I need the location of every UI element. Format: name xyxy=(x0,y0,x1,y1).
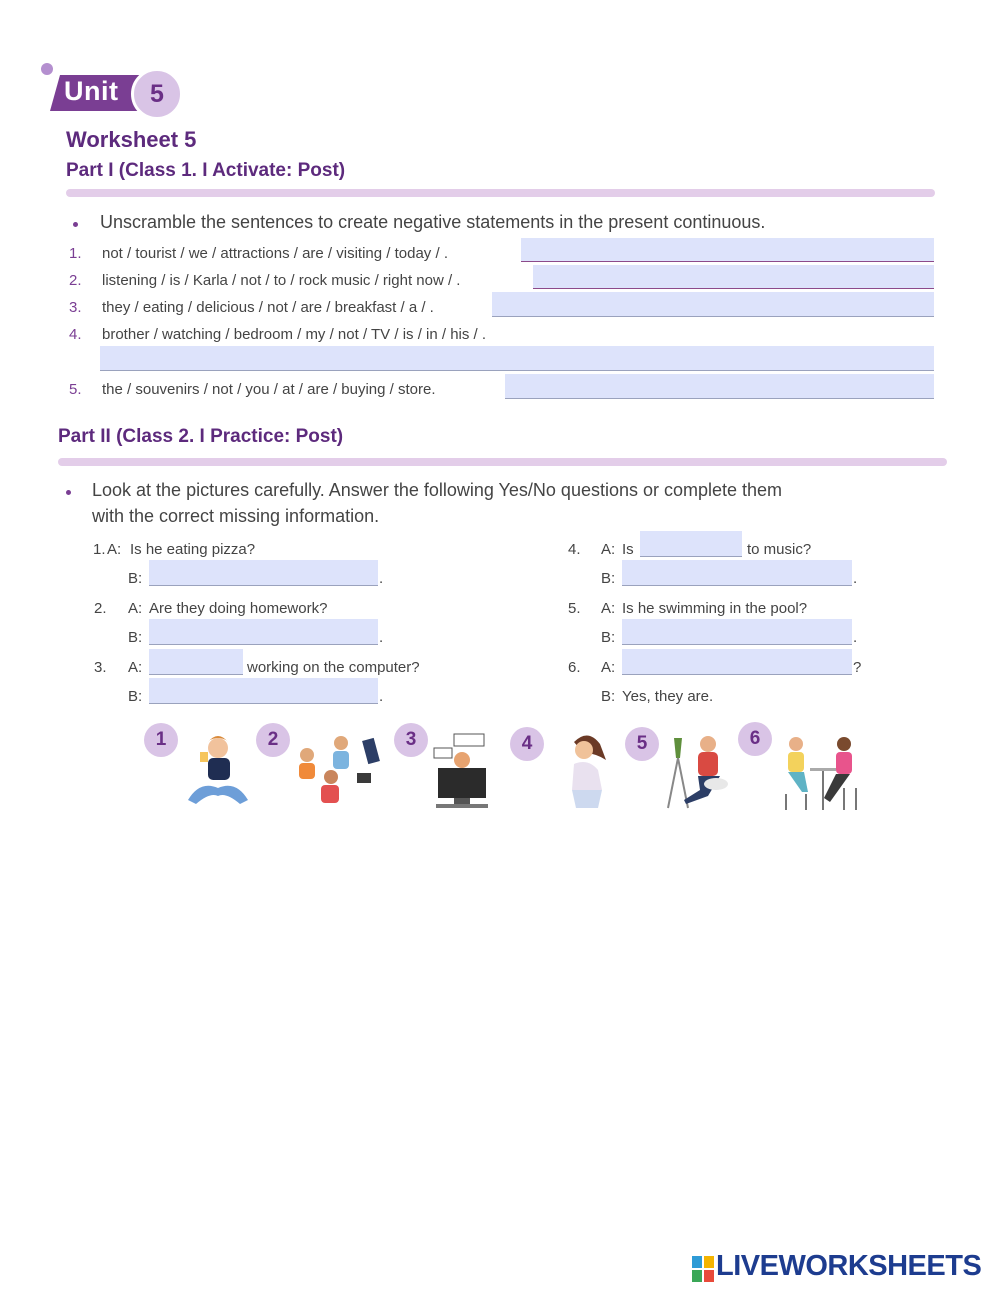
q4-question-prefix: Is xyxy=(622,541,634,558)
liveworksheets-logo-icon xyxy=(692,1256,714,1282)
q4-b-label: B: xyxy=(601,570,616,587)
q3-answer-field[interactable] xyxy=(149,678,378,704)
q1-a-label: A: xyxy=(107,541,122,558)
q5-b-label: B: xyxy=(601,629,616,646)
q3-question: working on the computer? xyxy=(247,659,420,676)
q1-answer-field[interactable] xyxy=(149,560,378,586)
part2-instruction-line2: with the correct missing information. xyxy=(92,506,380,526)
period: . xyxy=(379,688,384,705)
q6-answer: Yes, they are. xyxy=(622,688,714,705)
q1-b-label: B: xyxy=(128,570,143,587)
period: . xyxy=(379,629,384,646)
q4-a-label: A: xyxy=(601,541,616,558)
answer-field-3[interactable] xyxy=(492,292,934,317)
q3-number: 3. xyxy=(94,659,107,676)
q5-answer-field[interactable] xyxy=(622,619,852,645)
period: . xyxy=(853,629,858,646)
friends-at-cafe-illustration xyxy=(778,732,860,812)
girl-listening-to-music-illustration xyxy=(554,730,620,810)
period: . xyxy=(853,570,858,587)
item-text: listening / is / Karla / not / to / rock music / right now / . xyxy=(102,272,461,289)
part2-instruction-line1: Look at the pictures carefully. Answer the following Yes/No questions or complete them xyxy=(92,480,783,500)
q4-answer-field[interactable] xyxy=(622,560,852,586)
item-number: 5. xyxy=(69,381,82,398)
q3-b-label: B: xyxy=(128,688,143,705)
q2-answer-field[interactable] xyxy=(149,619,378,645)
item-text: not / tourist / we / attractions / are / visiting / today / . xyxy=(102,245,448,262)
q5-question: Is he swimming in the pool? xyxy=(622,600,808,617)
picture-number-5: 5 xyxy=(625,727,659,761)
answer-field-2[interactable] xyxy=(533,265,934,289)
item-number: 4. xyxy=(69,326,82,343)
answer-field-4[interactable] xyxy=(100,346,934,371)
worksheet-title: Worksheet 5 xyxy=(66,127,197,152)
bullet-icon xyxy=(73,222,78,227)
q2-a-label: A: xyxy=(128,600,143,617)
man-sitting-in-chair-illustration xyxy=(664,730,730,810)
item-text: brother / watching / bedroom / my / not / TV / is / in / his / . xyxy=(102,326,487,343)
q6-a-label: A: xyxy=(601,659,616,676)
part2-title: Part II (Class 2. I Practice: Post) xyxy=(58,426,344,447)
item-text: the / souvenirs / not / you / at / are / buying / store. xyxy=(102,381,436,398)
q6-question-field[interactable] xyxy=(622,649,852,675)
bullet-icon xyxy=(66,490,71,495)
picture-number-4: 4 xyxy=(510,727,544,761)
boy-eating-pizza-illustration xyxy=(180,730,255,812)
q6-b-label: B: xyxy=(601,688,616,705)
q4-question: to music? xyxy=(747,541,812,558)
boy-at-computer-illustration xyxy=(432,732,492,810)
q4-number: 4. xyxy=(568,541,581,558)
q5-a-label: A: xyxy=(601,600,616,617)
item-number: 3. xyxy=(69,299,82,316)
q2-question: Are they doing homework? xyxy=(149,600,328,617)
q2-b-label: B: xyxy=(128,629,143,646)
decor-dot xyxy=(41,63,53,75)
answer-field-1[interactable] xyxy=(521,238,934,262)
picture-number-6: 6 xyxy=(738,722,772,756)
part1-title: Part I (Class 1. I Activate: Post) xyxy=(66,160,346,181)
picture-number-1: 1 xyxy=(144,723,178,757)
liveworksheets-brand: LIVEWORKSHEETS xyxy=(716,1250,982,1282)
q1-number: 1. xyxy=(93,541,106,558)
question-mark: ? xyxy=(853,659,862,676)
q6-number: 6. xyxy=(568,659,581,676)
item-number: 2. xyxy=(69,272,82,289)
q4-question-field[interactable] xyxy=(640,531,742,557)
item-number: 1. xyxy=(69,245,82,262)
unit-label: Unit xyxy=(64,76,119,106)
picture-number-3: 3 xyxy=(394,723,428,757)
picture-number-2: 2 xyxy=(256,723,290,757)
part1-instruction: Unscramble the sentences to create negative statements in the present continuous. xyxy=(100,212,766,232)
answer-field-5[interactable] xyxy=(505,374,934,399)
q3-question-field[interactable] xyxy=(149,649,243,675)
part1-divider xyxy=(66,189,935,197)
period: . xyxy=(379,570,384,587)
item-text: they / eating / delicious / not / are / breakfast / a / . xyxy=(102,299,434,316)
q5-number: 5. xyxy=(568,600,581,617)
kids-playing-video-games-illustration xyxy=(293,733,383,811)
q3-a-label: A: xyxy=(128,659,143,676)
q2-number: 2. xyxy=(94,600,107,617)
q1-question: Is he eating pizza? xyxy=(130,541,256,558)
unit-number: 5 xyxy=(131,68,183,120)
part2-divider xyxy=(58,458,947,466)
